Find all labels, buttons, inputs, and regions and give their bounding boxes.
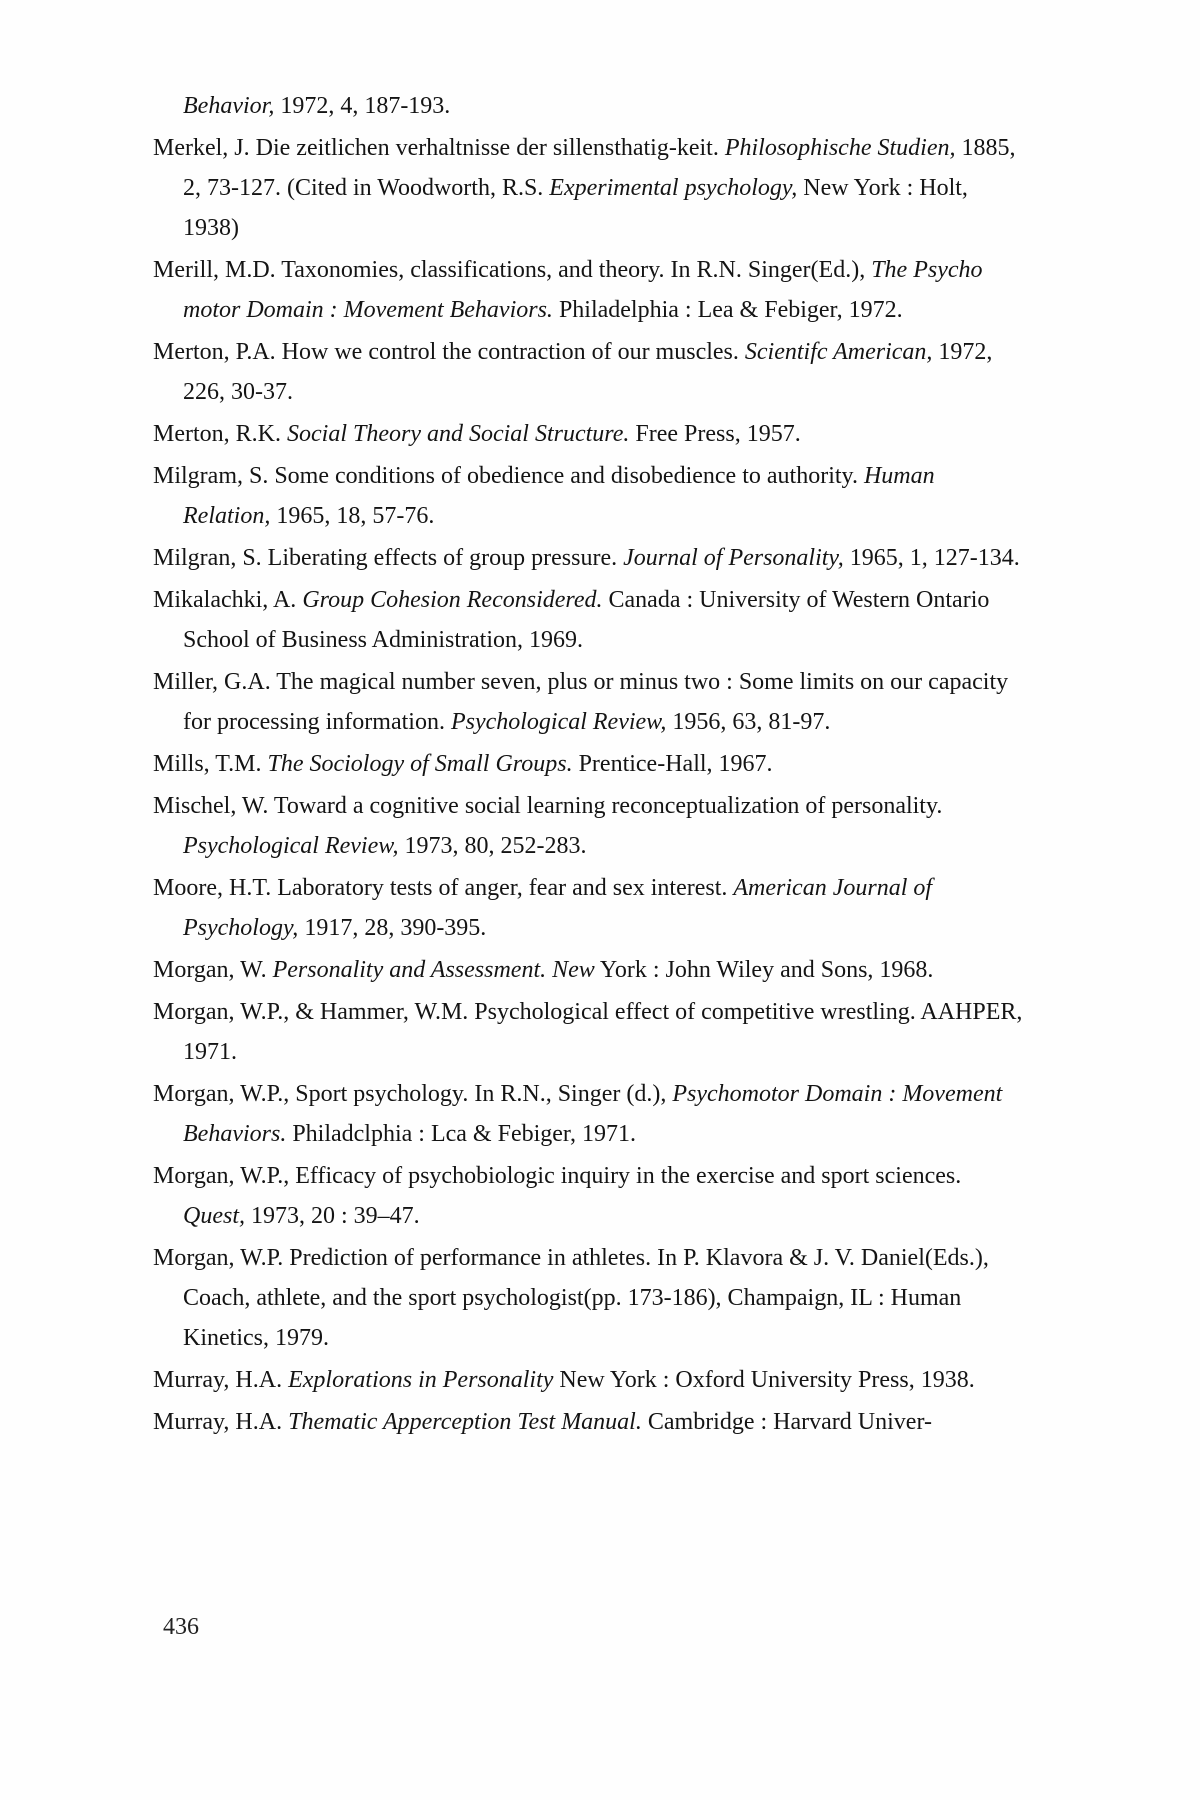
reference-title: Human Relation, (183, 463, 935, 529)
reference-text: Philadclphia : Lca & Febiger, 1971. (286, 1121, 636, 1147)
reference-text: 1973, 80, 252-283. (398, 833, 587, 859)
page-number: 436 (163, 1614, 199, 1640)
reference-text: Milgram, S. Some conditions of obedience and disobedience to authority. (153, 463, 864, 489)
reference-entry (153, 332, 1025, 412)
reference-text: Philadelphia : Lea & Febiger, 1972. (552, 297, 903, 323)
reference-text: 1972, 226, 30-37. (183, 339, 993, 405)
reference-text: Morgan, W.P., Efficacy of psychobiologic inquiry in the exercise and sport sciences. (153, 1163, 962, 1189)
reference-text: Morgan, W.P., & Hammer, W.M. Psychological effect of competitive wrestling. AAHPER, 1971. (153, 999, 1023, 1065)
reference-title: American Journal of Psychology, (183, 875, 933, 941)
reference-text: 1965, 1, 127-134. (843, 545, 1020, 571)
reference-title: Scientifc American, (744, 339, 933, 365)
reference-text: Canada : University of Western Ontario School of Business Administration, 1969. (183, 587, 990, 653)
reference-text: Moore, H.T. Laboratory tests of anger, fear and sex interest. (153, 875, 734, 901)
reference-title: Psychological Review, (183, 833, 399, 859)
reference-text: New York : Oxford University Press, 1938. (553, 1367, 975, 1393)
reference-title: Experimental psychology, (549, 175, 798, 201)
reference-text: Free Press, 1957. (629, 421, 801, 447)
reference-text: Merkel, J. Die zeitlichen verhaltnisse der sillensthatig-keit. (153, 135, 725, 161)
reference-text: Morgan, W.P. Prediction of performance in athletes. In P. Klavora & J. V. Daniel(Eds.), Coach, athlete, and the sport psychologist(pp. 173-186), Champaign, IL : Human Kinetics, 1979. (153, 1245, 989, 1351)
reference-text: 1965, 18, 57-76. (270, 503, 435, 529)
reference-text: 1917, 28, 390-395. (298, 915, 487, 941)
reference-text: 1972, 4, 187-193. (274, 93, 451, 119)
reference-entry (153, 992, 1025, 1072)
reference-text: Murray, H.A. (153, 1367, 289, 1393)
reference-title: Personality and Assessment. New (272, 957, 595, 983)
reference-entry (153, 950, 1025, 990)
reference-text: 1885, 2, 73-127. (Cited in Woodworth, R.S. (183, 135, 1016, 201)
reference-entry (153, 786, 1025, 866)
reference-entry (153, 250, 1025, 330)
reference-entry (153, 744, 1025, 784)
reference-entry (153, 1074, 1025, 1154)
reference-text: Mills, T.M. (153, 751, 268, 777)
reference-text: Merill, M.D. Taxonomies, classifications, and theory. In R.N. Singer(Ed.), (153, 257, 872, 283)
reference-entry (153, 580, 1025, 660)
reference-title: Quest, (183, 1203, 245, 1229)
reference-title: Thematic Apperception Test Manual. (288, 1409, 642, 1435)
reference-entry (153, 128, 1025, 248)
reference-text: Morgan, W.P., Sport psychology. In R.N., Singer (d.), (153, 1081, 673, 1107)
reference-title: Group Cohesion Reconsidered. (302, 587, 603, 613)
reference-text: York : John Wiley and Sons, 1968. (594, 957, 934, 983)
reference-entry (153, 662, 1025, 742)
reference-text: New York : Holt, 1938) (183, 175, 968, 241)
reference-entry (153, 414, 1025, 454)
reference-text: Morgan, W. (153, 957, 273, 983)
reference-list (153, 86, 1025, 1444)
reference-text: 1956, 63, 81-97. (666, 709, 831, 735)
reference-entry (153, 1238, 1025, 1358)
reference-entry (153, 456, 1025, 536)
reference-text: Cambridge : Harvard Univer- (641, 1409, 932, 1435)
reference-title: Journal of Personality, (623, 545, 844, 571)
reference-entry (153, 538, 1025, 578)
reference-title: Psychological Review, (450, 709, 667, 735)
reference-text: Murray, H.A. (153, 1409, 289, 1435)
reference-text: 1973, 20 : 39–47. (245, 1203, 420, 1229)
reference-entry (153, 1402, 1025, 1442)
reference-entry (153, 86, 1025, 126)
reference-entry (153, 868, 1025, 948)
reference-text: Mikalachki, A. (153, 587, 303, 613)
reference-title: Explorations in Personality (288, 1367, 554, 1393)
reference-text: Prentice-Hall, 1967. (572, 751, 773, 777)
reference-text: Miller, G.A. The magical number seven, plus or minus two : Some limits on our capacity for processing information. (153, 669, 1009, 735)
reference-title: The Sociology of Small Groups. (267, 751, 573, 777)
reference-title: The Psycho motor Domain : Movement Behaviors. (183, 257, 983, 323)
reference-text: Merton, P.A. How we control the contraction of our muscles. (153, 339, 745, 365)
reference-title: Psychomotor Domain : Movement Behaviors. (183, 1081, 1003, 1147)
reference-title: Behavior, (183, 93, 275, 119)
reference-text: Milgran, S. Liberating effects of group pressure. (153, 545, 624, 571)
reference-text: Mischel, W. Toward a cognitive social learning reconceptualization of personality. (153, 793, 943, 819)
reference-text: Merton, R.K. (153, 421, 287, 447)
reference-entry (153, 1156, 1025, 1236)
reference-title: Social Theory and Social Structure. (287, 421, 630, 447)
reference-entry (153, 1360, 1025, 1400)
reference-title: Philosophische Studien, (724, 135, 956, 161)
